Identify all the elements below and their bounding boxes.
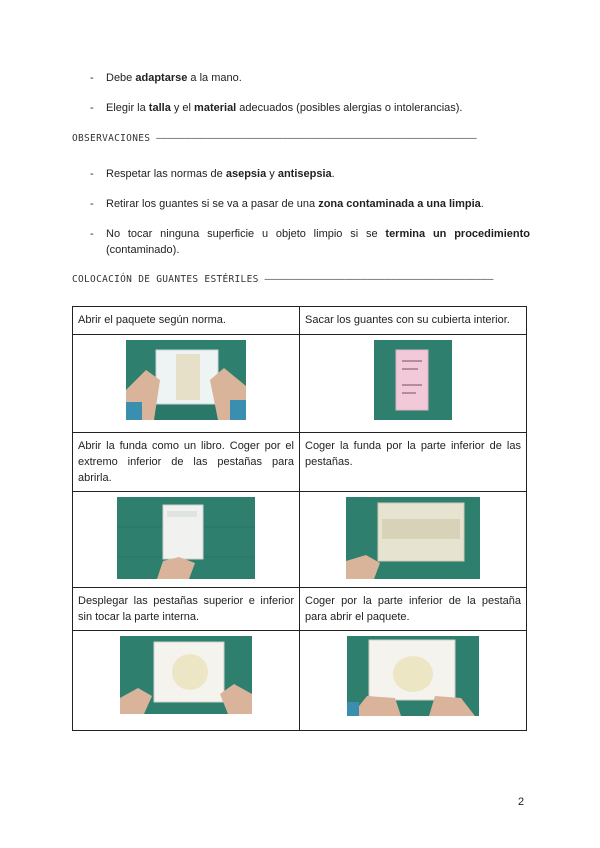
bullet-item: - Debe adaptarse a la mano. bbox=[90, 72, 242, 84]
text-run: y el bbox=[170, 102, 195, 114]
bullet-list-observaciones bbox=[90, 166, 530, 258]
bold-term: zona contaminada a una limpia bbox=[318, 198, 481, 210]
step-text: Abrir la funda como un libro. Coger por el extremo inferior de las pestañas para abrirla. bbox=[73, 433, 300, 492]
section-heading-colocacion: COLOCACIÓN DE GUANTES ESTÉRILES ———————————————————————————————————————— bbox=[72, 274, 494, 285]
photo-open-cover bbox=[117, 497, 255, 579]
bold-term: asepsia bbox=[225, 168, 267, 180]
photo-open-package bbox=[126, 340, 246, 420]
text-run: No tocar ninguna superficie u objeto limpio si se bbox=[106, 228, 386, 240]
step-photo-cell bbox=[73, 631, 300, 731]
text-run: Elegir la bbox=[106, 102, 149, 114]
step-photo-cell bbox=[300, 335, 527, 433]
text-run: a la mano. bbox=[187, 72, 242, 84]
step-text: Desplegar las pestañas superior e inferior sin tocar la parte interna. bbox=[73, 588, 300, 631]
step-photo-cell bbox=[73, 492, 300, 588]
step-photo-cell bbox=[73, 335, 300, 433]
bold-term: material bbox=[194, 102, 237, 114]
text-run: . bbox=[331, 168, 335, 180]
step-text: Abrir el paquete según norma. bbox=[73, 307, 300, 335]
bullet-item: - Respetar las normas de asepsia y antisepsia. bbox=[90, 168, 335, 180]
photo-gloves-cover bbox=[374, 340, 452, 420]
text-run: Retirar los guantes si se va a pasar de una bbox=[106, 198, 319, 210]
text-run: . bbox=[480, 198, 484, 210]
bullet-item: - No tocar ninguna superficie u objeto limpio si se termina un procedimiento (contaminado). bbox=[90, 228, 530, 256]
step-text: Coger por la parte inferior de la pestaña para abrir el paquete. bbox=[300, 588, 527, 631]
step-photo-cell bbox=[300, 631, 527, 731]
bullet-item: - Retirar los guantes si se va a pasar de una zona contaminada a una limpia. bbox=[90, 198, 484, 210]
text-run: Respetar las normas de bbox=[106, 168, 226, 180]
photo-open-package-tab bbox=[347, 636, 479, 716]
text-run: Debe bbox=[106, 72, 136, 84]
text-run: adecuados (posibles alergias o intolerancias). bbox=[236, 102, 463, 114]
step-text: Coger la funda por la parte inferior de las pestañas. bbox=[300, 433, 527, 492]
page-number: 2 bbox=[518, 796, 525, 808]
bold-term: adaptarse bbox=[135, 72, 188, 84]
steps-table bbox=[72, 306, 527, 731]
step-text: Sacar los guantes con su cubierta interior. bbox=[300, 307, 527, 335]
text-run: y bbox=[266, 168, 278, 180]
bold-term: antisepsia bbox=[277, 168, 332, 180]
bullet-item: - Elegir la talla y el material adecuados (posibles alergias o intolerancias). bbox=[90, 102, 463, 114]
bold-term: talla bbox=[148, 102, 171, 114]
text-run: (contaminado). bbox=[106, 244, 180, 256]
bold-term: termina un procedimiento bbox=[385, 228, 530, 240]
bullet-list-top bbox=[90, 70, 530, 116]
photo-hold-cover bbox=[346, 497, 480, 579]
photo-unfold-flaps bbox=[120, 636, 252, 714]
section-heading-observaciones: OBSERVACIONES ———————————————————————————————————————————————————————— bbox=[72, 133, 477, 144]
step-photo-cell bbox=[300, 492, 527, 588]
